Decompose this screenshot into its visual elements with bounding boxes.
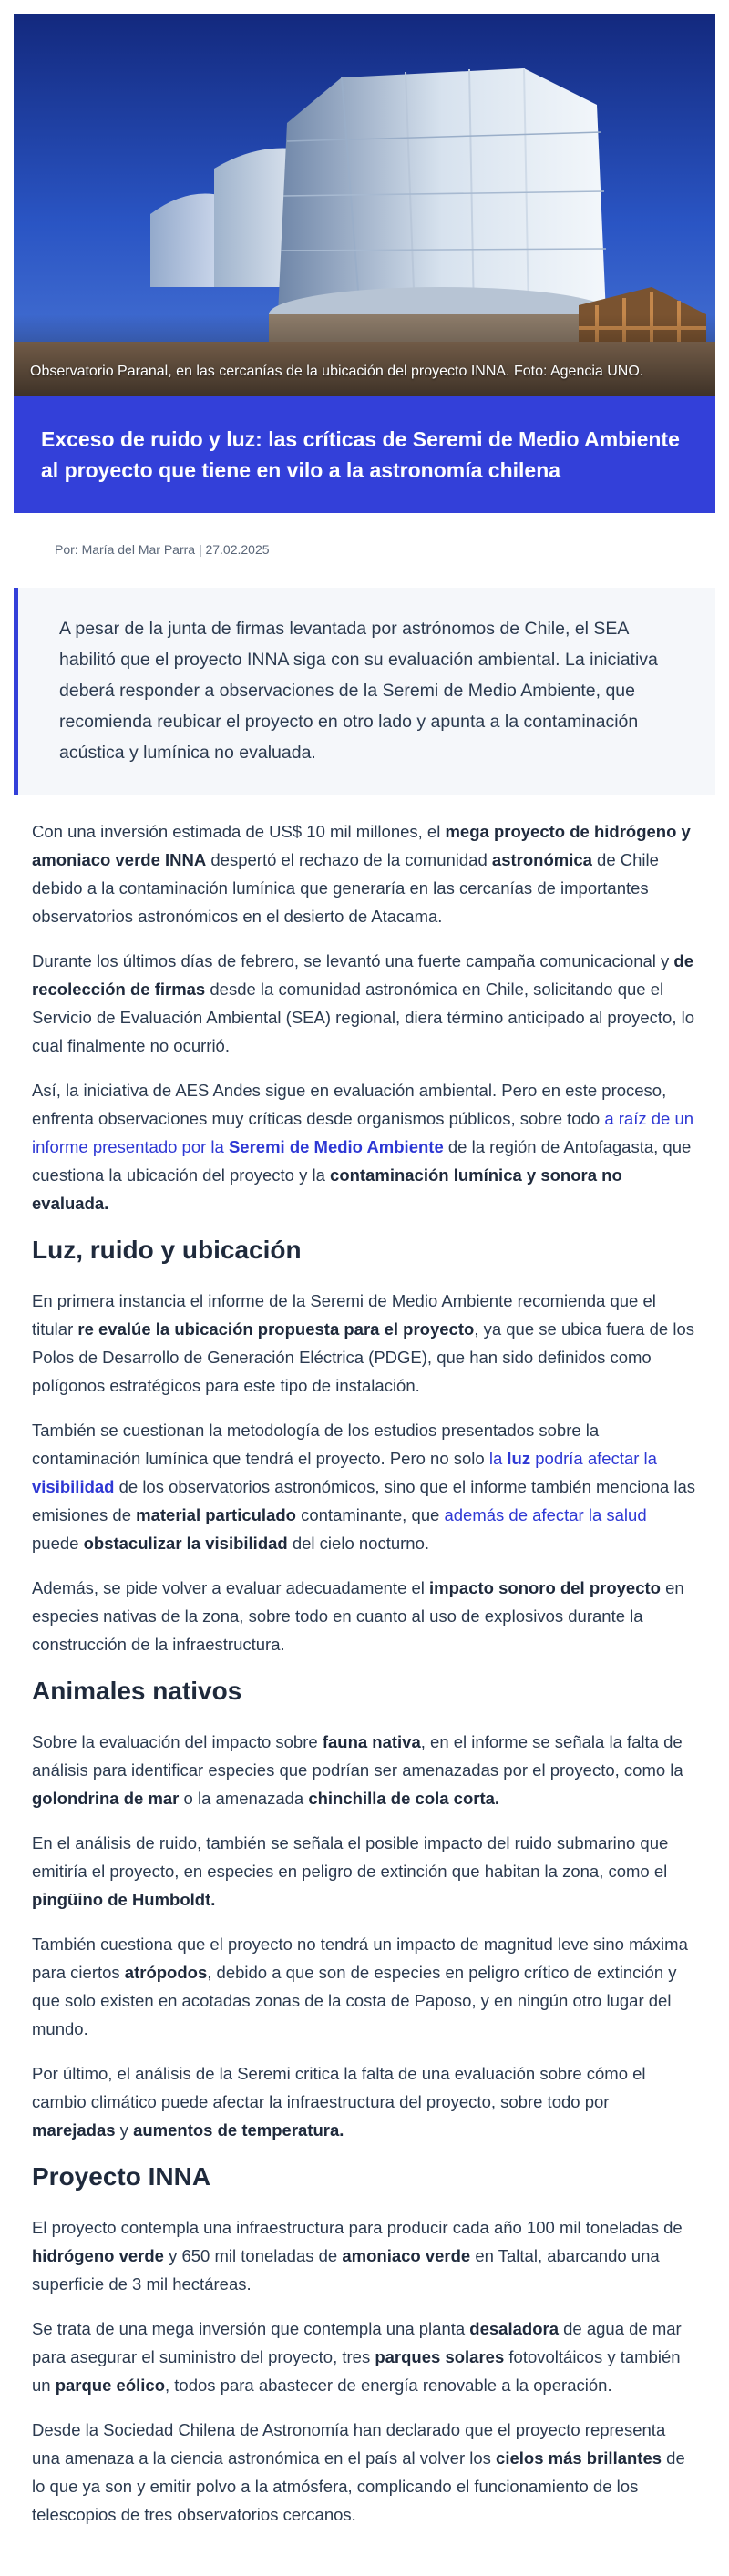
- paragraph: Además, se pide volver a evaluar adecuadamente el impacto sonoro del proyecto en especies nativas de la zona, sobre todo en cuanto al uso de explosivos durante la construcción de la infraestructura.: [32, 1578, 684, 1654]
- observatory-photo: [14, 14, 715, 396]
- paragraph: Así, la iniciativa de AES Andes sigue en evaluación ambiental. Pero en este proceso, enfrenta observaciones muy críticas desde organismos públicos, sobre todo a raíz de un informe presentado por la Seremi de Medio Ambiente de la región de Antofagasta, que cuestiona la ubicación del proyecto y la contaminación lumínica y sonora no evaluada.: [32, 1081, 694, 1213]
- health-link[interactable]: además de afectar la salud: [444, 1505, 647, 1524]
- article-title: Exceso de ruido y luz: las críticas de Seremi de Medio Ambiente al proyecto que tiene en vilo a la astronomía chilena: [41, 427, 680, 482]
- paragraph: También cuestiona que el proyecto no tendrá un impacto de magnitud leve sino máxima para ciertos atrópodos, debido a que son de especies en peligro crítico de extinción y que solo existen en acotadas zonas de la costa de Paposo, y en ningún otro lugar del mundo.: [32, 1935, 688, 2038]
- paragraph: Desde la Sociedad Chilena de Astronomía han declarado que el proyecto representa una amenaza a la ciencia astronómica en el país al volver los cielos más brillantes de lo que ya son y emitir polvo a la atmósfera, complicando el funcionamiento de los telescopios de tres observatorios cercanos.: [32, 2420, 685, 2524]
- article-page: [0, 14, 729, 2529]
- headline-banner: [14, 396, 715, 513]
- paragraph: En el análisis de ruido, también se señala el posible impacto del ruido submarino que emitiría el proyecto, en especies en peligro de extinción que habitan la zona, como el pingüino de Humboldt.: [32, 1833, 669, 1909]
- image-caption: Observatorio Paranal, en las cercanías de la ubicación del proyecto INNA. Foto: Agencia UNO.: [30, 364, 644, 379]
- section-heading: Animales nativos: [32, 1677, 242, 1705]
- paragraph: El proyecto contempla una infraestructura para producir cada año 100 mil toneladas de hidrógeno verde y 650 mil toneladas de amoniaco verde en Taltal, abarcando una superficie de 3 mil hectáreas.: [32, 2218, 683, 2294]
- article-lead: A pesar de la junta de firmas levantada por astrónomos de Chile, el SEA habilitó que el proyecto INNA siga con su evaluación ambiental. La iniciativa deberá responder a observaciones de la Seremi de Medio Ambiente, que recomienda reubicar el proyecto en otro lado y apunta a la contaminación acústica y lumínica no evaluada.: [14, 588, 715, 795]
- paragraph: También se cuestionan la metodología de los estudios presentados sobre la contaminación lumínica que tendrá el proyecto. Pero no solo la luz podría afectar la visibilidad de los observatorios astronómicos, sino que el informe también menciona las emisiones de material particulado contaminante, que además de afectar la salud puede obstaculizar la visibilidad del cielo nocturno.: [32, 1421, 696, 1553]
- article-body: [14, 817, 715, 2529]
- section-heading: Proyecto INNA: [32, 2162, 211, 2191]
- report-link[interactable]: a raíz de un informe presentado por la Seremi de Medio Ambiente: [32, 1109, 694, 1156]
- paragraph: Con una inversión estimada de US$ 10 mil millones, el mega proyecto de hidrógeno y amoniaco verde INNA despertó el rechazo de la comunidad astronómica de Chile debido a la contaminación lumínica que generaría en las cercanías de importantes observatorios astronómicos en el desierto de Atacama.: [32, 822, 691, 926]
- section-heading: Luz, ruido y ubicación: [32, 1236, 302, 1264]
- paragraph: Se trata de una mega inversión que contempla una planta desaladora de agua de mar para asegurar el suministro del proyecto, tres parques solares fotovoltáicos y también un parque eólico, todos para abastecer de energía renovable a la operación.: [32, 2319, 682, 2395]
- paragraph: En primera instancia el informe de la Seremi de Medio Ambiente recomienda que el titular re evalúe la ubicación propuesta para el proyecto, ya que se ubica fuera de los Polos de Desarrollo de Generación Eléctrica (PDGE), que han sido definidos como polígonos estratégicos para este tipo de instalación.: [32, 1291, 694, 1395]
- byline: Por: María del Mar Parra | 27.02.2025: [55, 542, 270, 557]
- hero-image: [14, 14, 715, 396]
- paragraph: Sobre la evaluación del impacto sobre fauna nativa, en el informe se señala la falta de análisis para identificar especies que podrían ser amenazadas por el proyecto, como la golondrina de mar o la amenazada chinchilla de cola corta.: [32, 1732, 683, 1808]
- light-visibility-link[interactable]: la luz podría afectar la visibilidad: [32, 1449, 657, 1496]
- paragraph: Durante los últimos días de febrero, se levantó una fuerte campaña comunicacional y de recolección de firmas desde la comunidad astronómica en Chile, solicitando que el Servicio de Evaluación Ambiental (SEA) regional, diera término anticipado al proyecto, lo cual finalmente no ocurrió.: [32, 951, 695, 1055]
- paragraph: Por último, el análisis de la Seremi critica la falta de una evaluación sobre cómo el cambio climático puede afectar la infraestructura del proyecto, sobre todo por marejadas y aumentos de temperatura.: [32, 2064, 646, 2140]
